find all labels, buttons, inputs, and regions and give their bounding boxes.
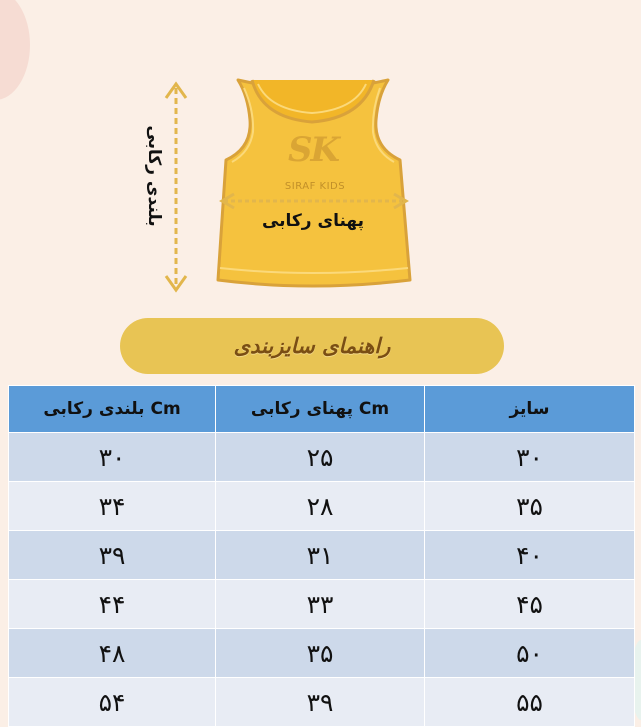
cell-size: ۵۰ <box>425 629 635 678</box>
table-row <box>9 482 635 531</box>
table-row <box>9 678 635 727</box>
cell-height: ۳۹ <box>9 531 216 580</box>
size-table <box>8 385 635 727</box>
cell-size: ۵۵ <box>425 678 635 727</box>
cell-size: ۳۵ <box>425 482 635 531</box>
table-header-row <box>9 386 635 433</box>
cell-size: ۳۰ <box>425 433 635 482</box>
cell-height: ۳۴ <box>9 482 216 531</box>
brand-name: SIRAF KIDS <box>284 181 346 192</box>
header-size: سایز <box>425 386 635 433</box>
page-title: راهنمای سایزبندی <box>233 334 391 358</box>
width-label: پهنای رکابی <box>261 211 365 231</box>
header-width: پهنای رکابی Cm <box>216 386 425 433</box>
cell-width: ۲۸ <box>216 482 425 531</box>
cell-height: ۵۴ <box>9 678 216 727</box>
height-label: بلندی رکابی <box>144 125 164 227</box>
cell-height: ۳۰ <box>9 433 216 482</box>
cell-width: ۳۳ <box>216 580 425 629</box>
cell-width: ۲۵ <box>216 433 425 482</box>
brand-logo: SK <box>287 130 339 170</box>
table-row <box>9 433 635 482</box>
cell-width: ۳۹ <box>216 678 425 727</box>
cell-height: ۴۴ <box>9 580 216 629</box>
table-row <box>9 531 635 580</box>
table-row <box>9 629 635 678</box>
cell-size: ۴۵ <box>425 580 635 629</box>
header-height: بلندی رکابی Cm <box>9 386 216 433</box>
cell-width: ۳۵ <box>216 629 425 678</box>
cell-width: ۳۱ <box>216 531 425 580</box>
cell-height: ۴۸ <box>9 629 216 678</box>
table-row <box>9 580 635 629</box>
cell-size: ۴۰ <box>425 531 635 580</box>
size-guide-title-bar <box>120 318 504 374</box>
